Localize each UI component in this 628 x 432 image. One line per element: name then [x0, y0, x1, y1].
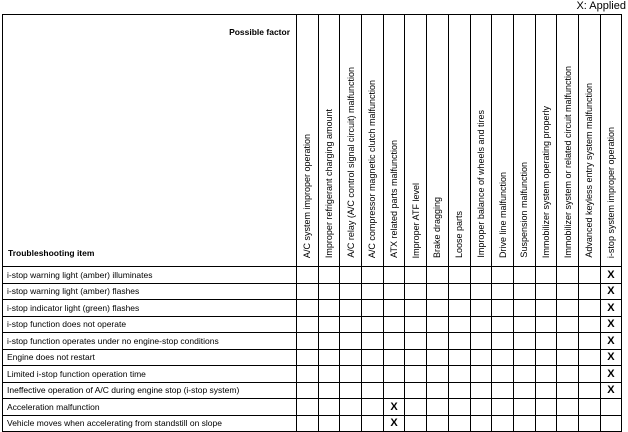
applied-mark-cell — [578, 316, 600, 333]
applied-mark-cell — [557, 399, 579, 416]
applied-mark-cell — [513, 267, 535, 284]
applied-mark-cell: X — [600, 300, 622, 317]
applied-mark-cell — [383, 382, 405, 399]
factor-header — [297, 15, 319, 267]
factor-header — [513, 15, 535, 267]
table-row — [3, 366, 622, 383]
applied-mark-cell — [448, 316, 470, 333]
applied-mark-cell — [427, 382, 449, 399]
factor-label: Loose parts — [454, 210, 465, 258]
applied-mark-cell — [405, 349, 427, 366]
applied-mark-cell — [557, 283, 579, 300]
troubleshooting-item: i-stop warning light (amber) flashes — [3, 283, 297, 300]
troubleshooting-item: i-stop indicator light (green) flashes — [3, 300, 297, 317]
applied-mark-cell — [535, 415, 557, 432]
applied-mark-cell — [578, 382, 600, 399]
applied-mark-cell — [513, 399, 535, 416]
applied-mark-cell — [448, 267, 470, 284]
factor-label: Immobilizer system operating properly — [540, 105, 551, 258]
applied-mark-cell — [578, 267, 600, 284]
troubleshooting-table — [2, 14, 622, 432]
applied-mark-cell — [470, 267, 492, 284]
factor-label: Suspension malfunction — [519, 162, 530, 258]
applied-mark-cell — [340, 333, 362, 350]
applied-mark-cell — [578, 349, 600, 366]
applied-mark-cell — [448, 283, 470, 300]
applied-mark-cell — [318, 316, 340, 333]
applied-mark-cell — [557, 415, 579, 432]
table-row — [3, 399, 622, 416]
applied-mark-cell — [578, 366, 600, 383]
applied-mark-cell — [535, 267, 557, 284]
factor-label: Advanced keyless entry system malfunction — [584, 83, 595, 258]
applied-mark-cell — [362, 382, 384, 399]
table-row — [3, 300, 622, 317]
troubleshooting-item: Limited i-stop function operation time — [3, 366, 297, 383]
applied-mark-cell — [362, 349, 384, 366]
applied-mark-cell — [362, 399, 384, 416]
applied-mark-cell — [513, 382, 535, 399]
applied-mark-cell — [318, 300, 340, 317]
applied-mark-cell — [318, 267, 340, 284]
applied-mark-cell — [557, 267, 579, 284]
applied-mark-cell — [340, 300, 362, 317]
applied-mark-cell — [362, 267, 384, 284]
applied-mark-cell — [297, 333, 319, 350]
applied-mark-cell — [535, 382, 557, 399]
applied-mark-cell — [470, 283, 492, 300]
troubleshooting-item-label: Troubleshooting item — [8, 248, 95, 258]
factor-label: A/C relay (A/C control signal circuit) malfunction — [345, 67, 356, 258]
table-row — [3, 283, 622, 300]
applied-mark-cell — [492, 316, 514, 333]
applied-mark-cell — [557, 316, 579, 333]
applied-mark-cell — [427, 349, 449, 366]
applied-mark-cell — [383, 349, 405, 366]
applied-mark-cell — [448, 333, 470, 350]
applied-mark-cell — [492, 415, 514, 432]
applied-mark-cell — [513, 349, 535, 366]
factor-header — [362, 15, 384, 267]
factor-label: Improper balance of wheels and tires — [475, 110, 486, 258]
legend: X: Applied — [576, 0, 626, 12]
applied-mark-cell — [600, 399, 622, 416]
applied-mark-cell — [492, 267, 514, 284]
factor-label: Improper refrigerant charging amount — [324, 108, 335, 258]
applied-mark-cell — [578, 283, 600, 300]
applied-mark-cell — [470, 382, 492, 399]
applied-mark-cell — [297, 349, 319, 366]
factor-header — [535, 15, 557, 267]
applied-mark-cell: X — [600, 316, 622, 333]
applied-mark-cell — [513, 300, 535, 317]
applied-mark-cell — [448, 415, 470, 432]
applied-mark-cell — [470, 366, 492, 383]
applied-mark-cell — [318, 333, 340, 350]
applied-mark-cell — [383, 333, 405, 350]
applied-mark-cell — [492, 349, 514, 366]
applied-mark-cell — [557, 300, 579, 317]
applied-mark-cell — [427, 415, 449, 432]
applied-mark-cell — [535, 283, 557, 300]
applied-mark-cell: X — [600, 382, 622, 399]
applied-mark-cell — [383, 316, 405, 333]
applied-mark-cell — [340, 415, 362, 432]
applied-mark-cell — [318, 399, 340, 416]
applied-mark-cell — [427, 316, 449, 333]
applied-mark-cell — [427, 267, 449, 284]
applied-mark-cell — [492, 382, 514, 399]
applied-mark-cell — [297, 415, 319, 432]
applied-mark-cell — [362, 283, 384, 300]
applied-mark-cell: X — [600, 349, 622, 366]
applied-mark-cell — [470, 300, 492, 317]
applied-mark-cell — [362, 300, 384, 317]
applied-mark-cell — [405, 300, 427, 317]
applied-mark-cell — [405, 267, 427, 284]
applied-mark-cell — [535, 366, 557, 383]
applied-mark-cell — [513, 415, 535, 432]
factor-header — [600, 15, 622, 267]
applied-mark-cell — [492, 366, 514, 383]
factor-header — [492, 15, 514, 267]
factor-label: Brake dragging — [432, 196, 443, 258]
applied-mark-cell — [297, 316, 319, 333]
troubleshooting-item: Ineffective operation of A/C during engine stop (i-stop system) — [3, 382, 297, 399]
applied-mark-cell: X — [383, 415, 405, 432]
factor-label: i-stop system improper operation — [605, 126, 616, 258]
applied-mark-cell — [362, 366, 384, 383]
applied-mark-cell — [383, 267, 405, 284]
table-row — [3, 267, 622, 284]
factor-header — [557, 15, 579, 267]
applied-mark-cell — [557, 366, 579, 383]
applied-mark-cell — [427, 399, 449, 416]
troubleshooting-item: i-stop warning light (amber) illuminates — [3, 267, 297, 284]
applied-mark-cell — [318, 366, 340, 383]
applied-mark-cell — [318, 415, 340, 432]
applied-mark-cell — [383, 366, 405, 383]
applied-mark-cell — [578, 300, 600, 317]
factor-label: Drive line malfunction — [497, 171, 508, 258]
applied-mark-cell: X — [600, 267, 622, 284]
applied-mark-cell — [448, 300, 470, 317]
applied-mark-cell — [340, 267, 362, 284]
factor-label: A/C compressor magnetic clutch malfunction — [367, 79, 378, 258]
applied-mark-cell — [492, 300, 514, 317]
factor-header — [578, 15, 600, 267]
applied-mark-cell — [535, 333, 557, 350]
table-row — [3, 349, 622, 366]
factor-header — [470, 15, 492, 267]
applied-mark-cell — [513, 283, 535, 300]
applied-mark-cell — [383, 300, 405, 317]
applied-mark-cell — [427, 300, 449, 317]
applied-mark-cell — [297, 382, 319, 399]
applied-mark-cell — [340, 382, 362, 399]
factor-header — [405, 15, 427, 267]
applied-mark-cell: X — [600, 333, 622, 350]
applied-mark-cell — [578, 415, 600, 432]
applied-mark-cell — [340, 399, 362, 416]
troubleshooting-item: Acceleration malfunction — [3, 399, 297, 416]
applied-mark-cell — [405, 399, 427, 416]
possible-factor-label: Possible factor — [229, 27, 290, 37]
applied-mark-cell — [297, 300, 319, 317]
applied-mark-cell — [492, 333, 514, 350]
applied-mark-cell — [492, 283, 514, 300]
applied-mark-cell — [383, 283, 405, 300]
table-row — [3, 382, 622, 399]
applied-mark-cell — [297, 267, 319, 284]
applied-mark-cell — [600, 415, 622, 432]
applied-mark-cell: X — [383, 399, 405, 416]
applied-mark-cell — [362, 415, 384, 432]
applied-mark-cell — [557, 349, 579, 366]
applied-mark-cell — [557, 382, 579, 399]
applied-mark-cell — [405, 366, 427, 383]
table-row — [3, 333, 622, 350]
header-corner — [3, 15, 297, 267]
applied-mark-cell — [297, 283, 319, 300]
factor-header — [318, 15, 340, 267]
troubleshooting-item: Vehicle moves when accelerating from standstill on slope — [3, 415, 297, 432]
applied-mark-cell — [470, 316, 492, 333]
applied-mark-cell — [557, 333, 579, 350]
applied-mark-cell — [513, 366, 535, 383]
table-body — [3, 267, 622, 432]
applied-mark-cell — [297, 399, 319, 416]
applied-mark-cell — [427, 283, 449, 300]
applied-mark-cell — [535, 300, 557, 317]
factor-header — [448, 15, 470, 267]
applied-mark-cell — [318, 283, 340, 300]
applied-mark-cell — [535, 399, 557, 416]
applied-mark-cell — [492, 399, 514, 416]
factor-label: Immobilizer system or related circuit malfunction — [562, 65, 573, 258]
applied-mark-cell — [340, 283, 362, 300]
applied-mark-cell — [405, 283, 427, 300]
header-row — [3, 15, 622, 267]
applied-mark-cell — [578, 399, 600, 416]
applied-mark-cell — [318, 349, 340, 366]
applied-mark-cell — [470, 333, 492, 350]
applied-mark-cell — [340, 349, 362, 366]
applied-mark-cell — [470, 415, 492, 432]
applied-mark-cell — [470, 349, 492, 366]
applied-mark-cell — [448, 399, 470, 416]
factor-label: A/C system improper operation — [302, 133, 313, 258]
applied-mark-cell — [513, 316, 535, 333]
applied-mark-cell — [427, 333, 449, 350]
applied-mark-cell — [448, 349, 470, 366]
applied-mark-cell — [535, 349, 557, 366]
applied-mark-cell — [405, 333, 427, 350]
applied-mark-cell: X — [600, 366, 622, 383]
applied-mark-cell — [405, 415, 427, 432]
applied-mark-cell — [448, 366, 470, 383]
applied-mark-cell — [362, 316, 384, 333]
applied-mark-cell — [448, 382, 470, 399]
factor-header — [427, 15, 449, 267]
applied-mark-cell — [362, 333, 384, 350]
factor-label: Improper ATF level — [410, 182, 421, 258]
factor-label: ATX related parts malfunction — [389, 140, 400, 258]
applied-mark-cell — [470, 399, 492, 416]
troubleshooting-item: Engine does not restart — [3, 349, 297, 366]
applied-mark-cell — [405, 382, 427, 399]
applied-mark-cell — [513, 333, 535, 350]
applied-mark-cell — [578, 333, 600, 350]
troubleshooting-item: i-stop function operates under no engine-stop conditions — [3, 333, 297, 350]
applied-mark-cell — [340, 366, 362, 383]
table-row — [3, 316, 622, 333]
troubleshooting-item: i-stop function does not operate — [3, 316, 297, 333]
applied-mark-cell — [427, 366, 449, 383]
table-row — [3, 415, 622, 432]
applied-mark-cell — [318, 382, 340, 399]
factor-header — [383, 15, 405, 267]
applied-mark-cell — [405, 316, 427, 333]
applied-mark-cell — [340, 316, 362, 333]
applied-mark-cell — [297, 366, 319, 383]
applied-mark-cell: X — [600, 283, 622, 300]
factor-header — [340, 15, 362, 267]
applied-mark-cell — [535, 316, 557, 333]
